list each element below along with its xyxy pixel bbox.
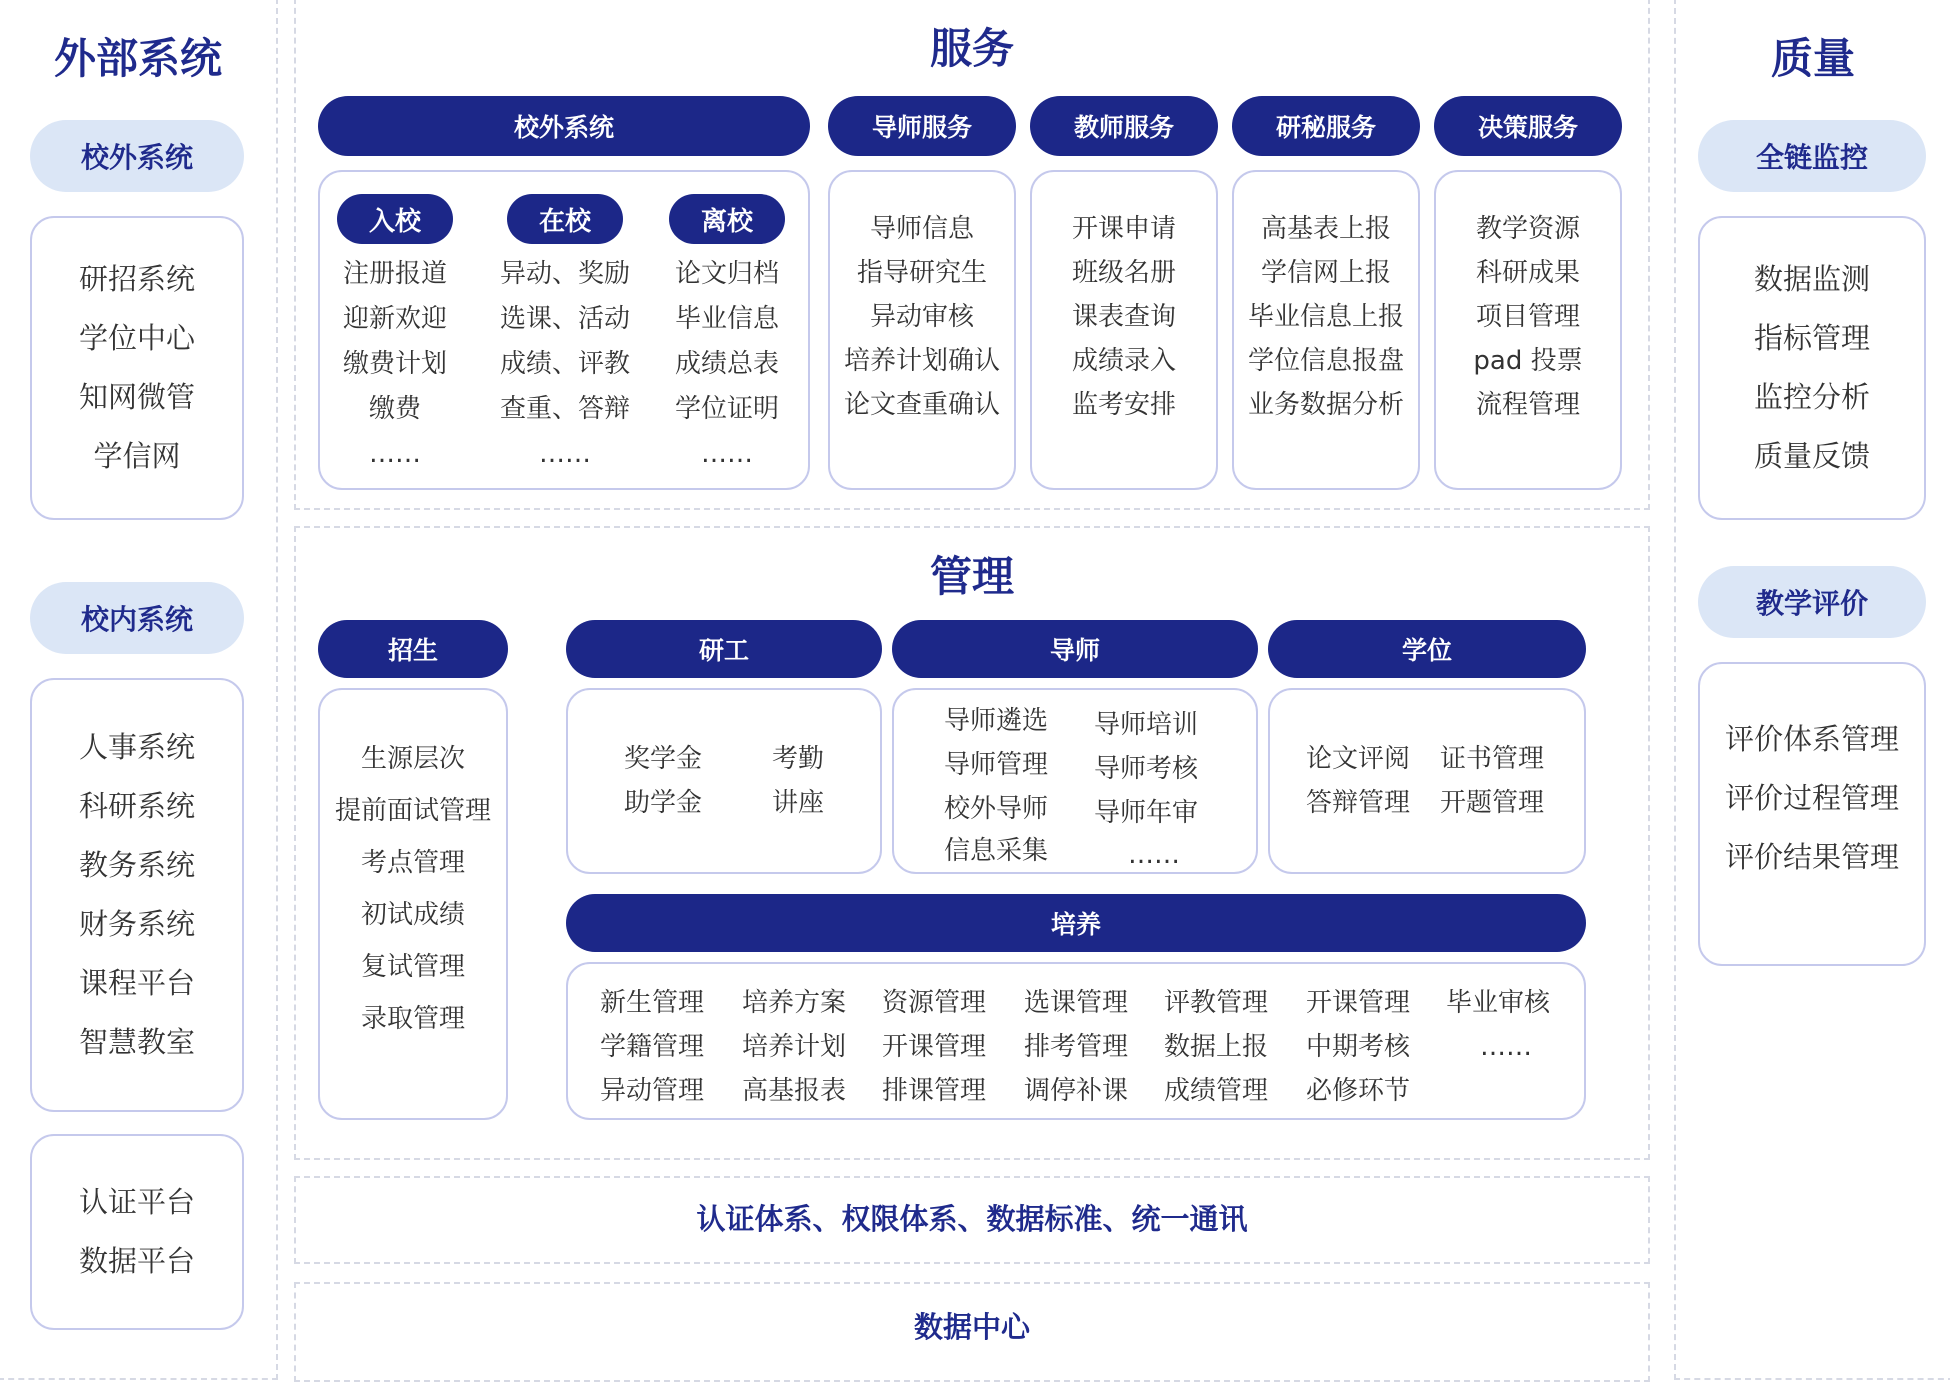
table-cell: 成绩管理 [1164, 1076, 1269, 1106]
table-cell: 排课管理 [882, 1076, 987, 1106]
list-item: 数据监测 [1753, 262, 1870, 296]
list-item: 证书管理 [1440, 744, 1545, 774]
list-item: 毕业信息 [674, 304, 779, 334]
leave-campus-column [667, 194, 787, 477]
list-item: 毕业信息上报 [1247, 302, 1404, 332]
list-item: 学信网 [93, 439, 181, 473]
table-cell: 新生管理 [600, 988, 705, 1018]
data-center-text: 数据中心 [913, 1310, 1030, 1344]
list-item: 校外导师 [944, 794, 1049, 824]
list-item: 论文归档 [674, 259, 779, 289]
list-item: 导师遴选 [944, 706, 1049, 736]
training-header: 培养 [566, 894, 1586, 952]
chain-monitor-card [1698, 216, 1926, 520]
teacher-service-card [1030, 170, 1218, 490]
list-item: 认证平台 [78, 1185, 195, 1219]
list-item: 讲座 [772, 788, 825, 818]
list-item: 开题管理 [1440, 788, 1545, 818]
list-item: 异动、奖励 [499, 259, 630, 289]
decision-service-header: 决策服务 [1434, 96, 1622, 156]
list-item: pad 投票 [1473, 346, 1583, 376]
list-item: 奖学金 [624, 744, 703, 774]
table-cell: 数据上报 [1164, 1032, 1269, 1062]
list-item: 课程平台 [78, 966, 195, 1000]
list-item: 智慧教室 [78, 1025, 195, 1059]
list-item: 监考安排 [1071, 390, 1176, 420]
platforms-card [30, 1134, 244, 1330]
list-item: 知网微管 [78, 380, 195, 414]
tutor-service-card [828, 170, 1016, 490]
list-item: 项目管理 [1475, 302, 1580, 332]
list-item: 研招系统 [78, 262, 195, 296]
list-item: 评价体系管理 [1724, 722, 1899, 756]
external-systems-title: 外部系统 [53, 34, 222, 83]
list-item: 教务系统 [78, 848, 195, 882]
list-item: 班级名册 [1071, 258, 1176, 288]
list-item: 课表查询 [1071, 302, 1176, 332]
table-cell: 选课管理 [1024, 988, 1129, 1018]
list-item: 考点管理 [360, 848, 465, 878]
list-item: 提前面试管理 [334, 796, 491, 826]
list-item: 注册报道 [342, 259, 447, 289]
degree-card [1268, 688, 1586, 874]
table-cell: 必修环节 [1306, 1076, 1411, 1106]
list-item: 导师信息 [869, 214, 974, 244]
list-item: 开课申请 [1071, 214, 1176, 244]
list-item: 迎新欢迎 [342, 304, 447, 334]
table-cell: …… [1480, 1032, 1532, 1062]
table-cell: 学籍管理 [600, 1032, 705, 1062]
standards-text: 认证体系、权限体系、数据标准、统一通讯 [696, 1202, 1248, 1236]
list-item: 考勤 [772, 744, 825, 774]
list-item: 助学金 [624, 788, 703, 818]
list-item: 学位中心 [78, 321, 195, 355]
list-item: 成绩录入 [1071, 346, 1176, 376]
list-item: …… [369, 439, 421, 469]
list-item: 异动审核 [869, 302, 974, 332]
table-cell: 调停补课 [1024, 1076, 1129, 1106]
table-cell: 开课管理 [1306, 988, 1411, 1018]
tutor-card [892, 688, 1258, 874]
list-item: 缴费 [368, 394, 421, 424]
table-cell: 培养方案 [742, 988, 847, 1018]
table-cell: 中期考核 [1306, 1032, 1411, 1062]
list-item: 人事系统 [78, 730, 195, 764]
tutor-service-header: 导师服务 [828, 96, 1016, 156]
list-item: …… [539, 439, 591, 469]
list-item: 导师培训 [1094, 710, 1199, 740]
table-cell: 毕业审核 [1446, 988, 1551, 1018]
campus-system-header: 校外系统 [318, 96, 810, 156]
list-item: 学位信息报盘 [1247, 346, 1404, 376]
table-cell: 异动管理 [600, 1076, 705, 1106]
list-item: 科研系统 [78, 789, 195, 823]
list-item: …… [1128, 840, 1180, 870]
table-cell: 开课管理 [882, 1032, 987, 1062]
list-item: 质量反馈 [1753, 439, 1870, 473]
enter-campus-pill: 入校 [337, 194, 453, 244]
list-item: 评价过程管理 [1724, 781, 1899, 815]
in-campus-column [495, 194, 635, 477]
student-affairs-header: 研工 [566, 620, 882, 678]
list-item: 选课、活动 [499, 304, 630, 334]
teacher-service-header: 教师服务 [1030, 96, 1218, 156]
list-item: 科研成果 [1475, 258, 1580, 288]
table-cell: 资源管理 [882, 988, 987, 1018]
list-item: 指标管理 [1753, 321, 1870, 355]
list-item: 业务数据分析 [1247, 390, 1404, 420]
in-campus-pill: 在校 [507, 194, 623, 244]
list-item: 学位证明 [674, 394, 779, 424]
list-item: 高基表上报 [1260, 214, 1391, 244]
decision-service-card [1434, 170, 1622, 490]
list-item: 流程管理 [1475, 390, 1580, 420]
list-item: 学信网上报 [1260, 258, 1391, 288]
list-item: 查重、答辩 [499, 394, 630, 424]
leave-campus-pill: 离校 [669, 194, 785, 244]
list-item: 培养计划确认 [843, 346, 1000, 376]
enrollment-card [318, 688, 508, 1120]
training-card [566, 962, 1586, 1120]
table-cell: 培养计划 [742, 1032, 847, 1062]
list-item: 论文查重确认 [843, 390, 1000, 420]
chain-monitor-label: 全链监控 [1698, 120, 1926, 192]
list-item: 录取管理 [360, 1004, 465, 1034]
list-item: 数据平台 [78, 1244, 195, 1278]
list-item: 答辩管理 [1306, 788, 1411, 818]
list-item: 成绩总表 [674, 349, 779, 379]
list-item: 监控分析 [1753, 380, 1870, 414]
degree-header: 学位 [1268, 620, 1586, 678]
tutor-header: 导师 [892, 620, 1258, 678]
list-item: 导师考核 [1094, 754, 1199, 784]
list-item: 复试管理 [360, 952, 465, 982]
list-item: 生源层次 [360, 744, 465, 774]
list-item: 导师管理 [944, 750, 1049, 780]
list-item: 初试成绩 [360, 900, 465, 930]
inside-systems-label: 校内系统 [30, 582, 244, 654]
table-cell: 排考管理 [1024, 1032, 1129, 1062]
secretary-service-header: 研秘服务 [1232, 96, 1420, 156]
list-item: 成绩、评教 [499, 349, 630, 379]
teaching-eval-label: 教学评价 [1698, 566, 1926, 638]
quality-title: 质量 [1770, 34, 1855, 83]
campus-system-card [318, 170, 810, 490]
list-item: 评价结果管理 [1724, 840, 1899, 874]
outside-systems-card [30, 216, 244, 520]
list-item: 导师年审 [1094, 798, 1199, 828]
service-title: 服务 [929, 24, 1014, 73]
list-item: 财务系统 [78, 907, 195, 941]
outside-systems-label: 校外系统 [30, 120, 244, 192]
table-cell: 评教管理 [1164, 988, 1269, 1018]
list-item: …… [701, 439, 753, 469]
teaching-eval-card [1698, 662, 1926, 966]
list-item: 论文评阅 [1306, 744, 1411, 774]
inside-systems-card [30, 678, 244, 1112]
list-item: 缴费计划 [342, 349, 447, 379]
list-item: 指导研究生 [856, 258, 987, 288]
table-cell: 高基报表 [742, 1076, 847, 1106]
list-item: 教学资源 [1475, 214, 1580, 244]
enter-campus-column [335, 194, 455, 477]
enrollment-header: 招生 [318, 620, 508, 678]
management-title: 管理 [929, 552, 1014, 601]
student-affairs-card [566, 688, 882, 874]
list-item: 信息采集 [944, 836, 1049, 866]
secretary-service-card [1232, 170, 1420, 490]
